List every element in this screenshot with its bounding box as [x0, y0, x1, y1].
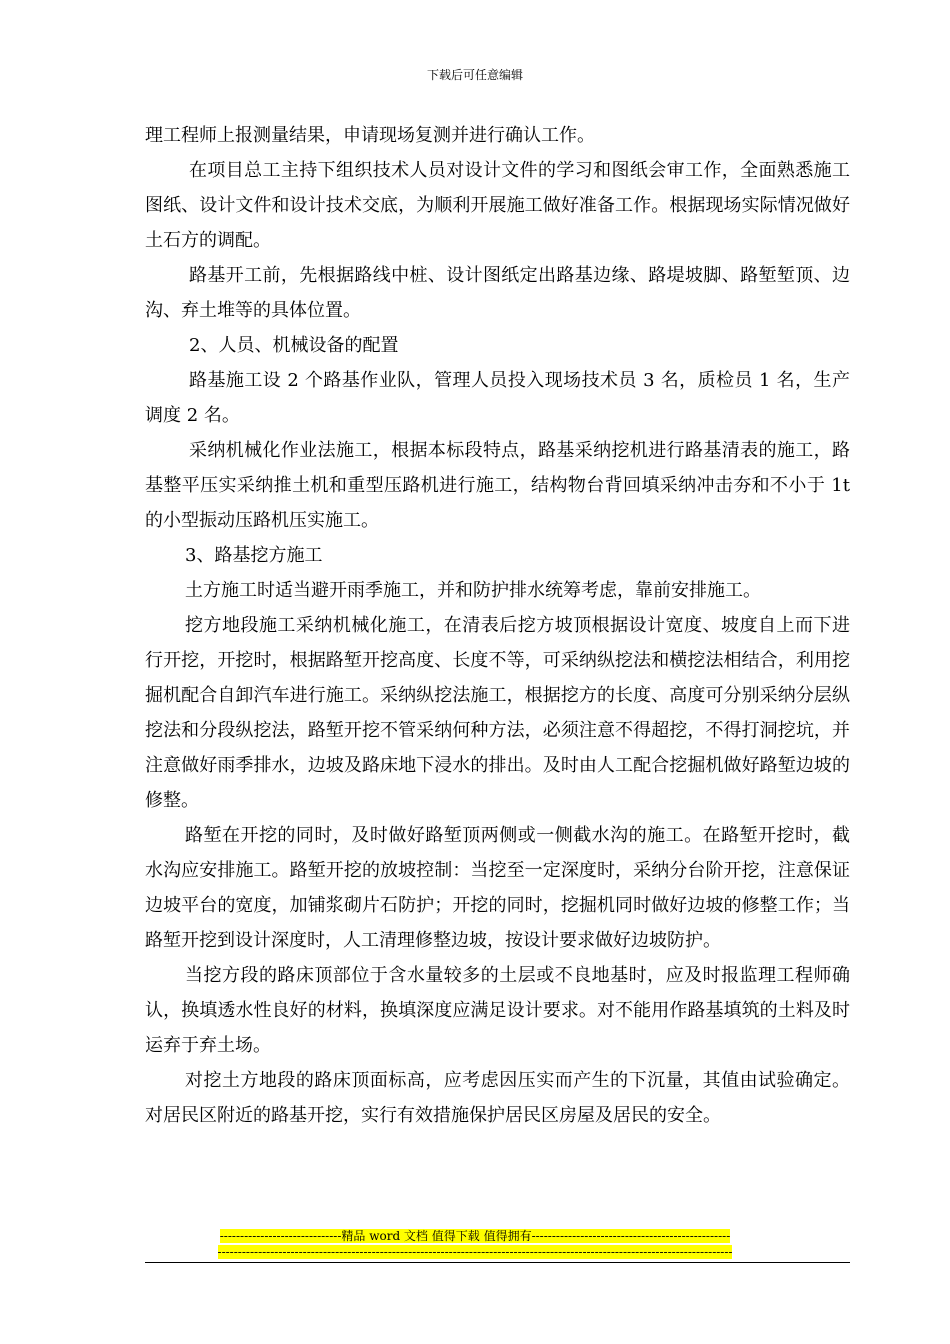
paragraph: 挖方地段施工采纳机械化施工，在清表后挖方坡顶根据设计宽度、坡度自上而下进行开挖，开挖时，根据路堑开挖高度、长度不等，可采纳纵挖法和横挖法相结合，利用挖掘机配合自卸汽车进行施工。采纳纵挖法施工，根据挖方的长度、高度可分别采纳分层纵挖法和分段纵挖法，路堑开挖不管采纳何种方法，必须注意不得超挖，不得打洞挖坑，并注意做好雨季排水，边坡及路床地下浸水的排出。及时由人工配合挖掘机做好路堑边坡的修整。 [145, 615, 850, 811]
paragraph: 路基开工前，先根据路线中桩、设计图纸定出路基边缘、路堤坡脚、路堑堑顶、边沟、弃土堆等的具体位置。 [145, 265, 850, 321]
section-heading: 3、路基挖方施工 [185, 545, 323, 566]
paragraph: 采纳机械化作业法施工，根据本标段特点，路基采纳挖机进行路基清表的施工，路基整平压实采纳推土机和重型压路机进行施工，结构物台背回填采纳冲击夯和不小于 1t 的小型振动压路机压实施工。 [145, 440, 850, 531]
document-body [145, 118, 850, 1133]
footer-banner [0, 1229, 950, 1246]
paragraph: 路堑在开挖的同时，及时做好路堑顶两侧或一侧截水沟的施工。在路堑开挖时，截水沟应安排施工。路堑开挖的放坡控制：当挖至一定深度时，采纳分台阶开挖，注意保证边坡平台的宽度，加铺浆砌片石防护；开挖的同时，挖掘机同时做好边坡的修整工作；当路堑开挖到设计深度时，人工清理修整边坡，按设计要求做好边坡防护。 [145, 825, 850, 951]
footer-dashes-text: ------------------------------------------------------------------------------------------------------------------------------- [217, 1245, 733, 1259]
paragraph: 对挖土方地段的路床顶面标高，应考虑因压实而产生的下沉量，其值由试验确定。对居民区附近的路基开挖，实行有效措施保护居民区房屋及居民的安全。 [145, 1070, 850, 1126]
paragraph: 在项目总工主持下组织技术人员对设计文件的学习和图纸会审工作，全面熟悉施工图纸、设计文件和设计技术交底，为顺利开展施工做好准备工作。根据现场实际情况做好土石方的调配。 [145, 160, 850, 251]
footer-banner-text: ------------------------------精品 word 文档 值得下载 值得拥有------------------------------------------------- [219, 1229, 731, 1243]
paragraph: 路基施工设 2 个路基作业队，管理人员投入现场技术员 3 名，质检员 1 名，生产调度 2 名。 [145, 370, 850, 426]
paragraph: 当挖方段的路床顶部位于含水量较多的土层或不良地基时，应及时报监理工程师确认，换填透水性良好的材料，换填深度应满足设计要求。对不能用作路基填筑的土料及时运弃于弃土场。 [145, 965, 850, 1056]
paragraph: 理工程师上报测量结果，申请现场复测并进行确认工作。 [145, 125, 595, 146]
paragraph: 土方施工时适当避开雨季施工，并和防护排水统筹考虑，靠前安排施工。 [185, 580, 761, 601]
section-heading: 2、人员、机械设备的配置 [189, 335, 399, 356]
footer-rule [145, 1262, 850, 1263]
footer-dashes [0, 1245, 950, 1262]
page-header: 下载后可任意编辑 [426, 68, 523, 82]
